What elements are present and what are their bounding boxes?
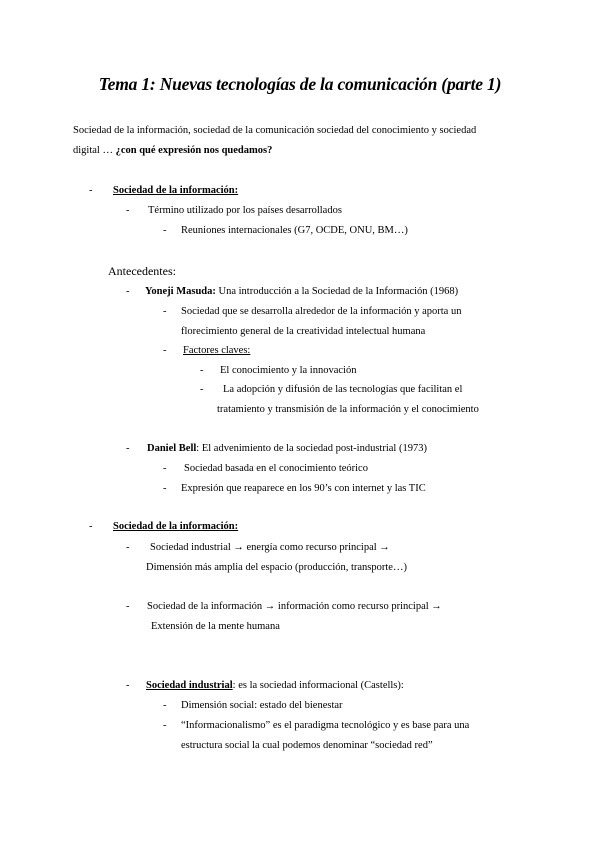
bullet-dash: -: [163, 483, 167, 494]
intro-line-1: Sociedad de la información, sociedad de la comunicación sociedad del conocimiento y sociedad: [73, 125, 477, 136]
author-name: Daniel Bell: [147, 443, 197, 454]
bullet-dash: -: [126, 542, 130, 553]
list-item: Sociedad basada en el conocimiento teórico: [184, 463, 368, 474]
list-item: Sociedad de la información → información como recurso principal →: [147, 601, 442, 612]
bullet-dash: -: [163, 463, 167, 474]
list-item: Factores claves:: [183, 345, 251, 356]
bullet-dash: -: [163, 225, 167, 236]
list-item: [147, 443, 427, 456]
page-title: Tema 1: Nuevas tecnologías de la comunicación (parte 1): [98, 74, 502, 94]
list-item: Reuniones internacionales (G7, OCDE, ONU, BM…): [181, 225, 408, 236]
list-item-continuation: estructura social la cual podemos denominar “sociedad red”: [181, 740, 433, 751]
section-heading: Sociedad industrial: [146, 680, 233, 691]
bullet-dash: -: [126, 601, 130, 612]
bullet-dash: -: [126, 286, 130, 297]
author-work: : El advenimiento de la sociedad post-industrial (1973): [196, 443, 427, 454]
bullet-dash: -: [126, 443, 130, 454]
list-item: “Informacionalismo” es el paradigma tecnológico y es base para una: [181, 720, 470, 731]
bullet-dash: -: [163, 345, 167, 356]
list-item: Sociedad que se desarrolla alrededor de la información y aporta un: [181, 306, 462, 317]
section-heading: Sociedad de la información:: [113, 185, 239, 196]
list-item: [146, 680, 404, 693]
bullet-dash: -: [200, 365, 204, 376]
bullet-dash: -: [89, 521, 93, 532]
intro-question: ¿con qué expresión nos quedamos?: [115, 145, 273, 156]
list-item: La adopción y difusión de las tecnologías que facilitan el: [223, 384, 463, 395]
list-item: Término utilizado por los países desarrollados: [148, 205, 342, 216]
list-item-continuation: Extensión de la mente humana: [151, 621, 280, 632]
bullet-dash: -: [89, 185, 93, 196]
author-name: Yoneji Masuda:: [145, 286, 216, 297]
list-item: El conocimiento y la innovación: [220, 365, 357, 376]
list-item-continuation: Dimensión más amplia del espacio (producción, transporte…): [146, 562, 407, 573]
bullet-dash: -: [163, 306, 167, 317]
section-heading: Sociedad de la información:: [113, 521, 239, 532]
list-item: Dimensión social: estado del bienestar: [181, 700, 343, 711]
bullet-dash: -: [163, 720, 167, 731]
bullet-dash: -: [126, 205, 130, 216]
list-item: Expresión que reaparece en los 90’s con internet y las TIC: [181, 483, 426, 494]
list-item-continuation: florecimiento general de la creatividad intelectual humana: [181, 326, 426, 337]
intro-line-2: [73, 145, 272, 158]
list-item: Sociedad industrial → energía como recurso principal →: [150, 542, 390, 553]
intro-text: digital …: [73, 145, 116, 156]
author-work: Una introducción a la Sociedad de la Información (1968): [215, 286, 459, 297]
section-text: : es la sociedad informacional (Castells):: [232, 680, 404, 691]
bullet-dash: -: [200, 384, 204, 395]
list-item-continuation: tratamiento y transmisión de la información y el conocimiento: [217, 404, 479, 415]
list-item: [145, 286, 458, 299]
antecedentes-label: Antecedentes:: [108, 264, 176, 278]
bullet-dash: -: [126, 680, 130, 691]
bullet-dash: -: [163, 700, 167, 711]
